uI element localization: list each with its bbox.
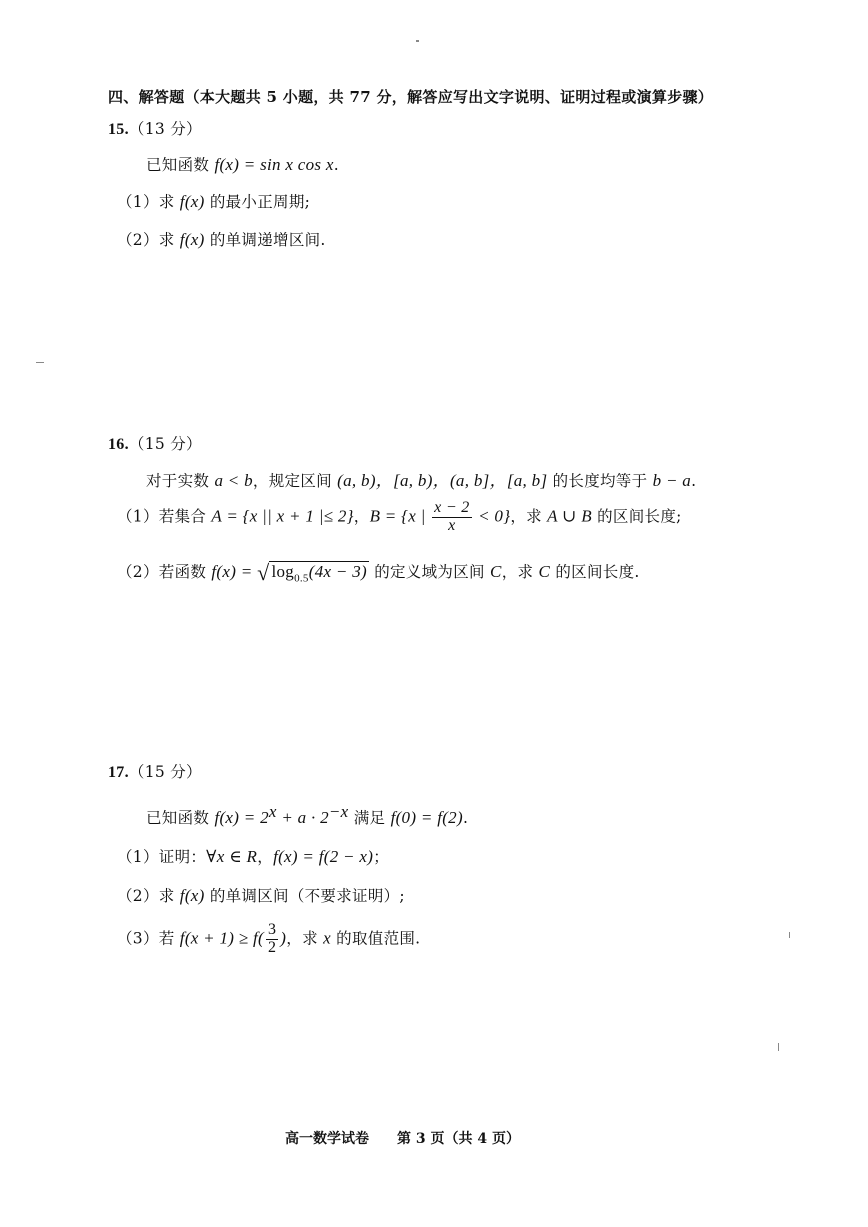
q15-part2: （2）求 f(x) 的单调递增区间. [117,230,326,249]
q16-score: （15 分） [128,435,202,453]
q17-part1: （1）证明：∀x ∈ R，f(x) = f(2 − x)； [117,847,389,866]
q17-fraction: $\frac{3}{2}$ [267,921,277,956]
q16-header [108,432,202,454]
section-heading: 四、解答题（本大题共 5 小题，共 77 分，解答应写出文字说明、证明过程或演算步骤） [108,88,714,106]
q16-fraction: $\frac{x - 2}{x}$ [434,499,470,534]
q17-part3: （3）若 f(x + 1) ≥ f( $\frac{3}{2}$ )，求 x 的取值范围. [117,921,421,956]
q15-part1: （1）求 f(x) 的最小正周期; [117,192,311,211]
q16-set-a: A = {x || x + 1 |≤ 2} [211,506,354,526]
q17-part2: （2）求 f(x) 的单调区间（不要求证明）; [117,886,405,905]
q15-stem-formula: f(x) = sin x cos x [214,155,334,174]
q17-score: （15 分） [128,763,202,781]
page-footer [285,1128,520,1148]
radical-sign-icon: √ [257,560,270,585]
scan-speck [416,40,419,42]
q16-number: 16. [108,436,129,453]
q15-header [108,117,202,139]
footer-subject: 高一数学试卷 [285,1131,369,1147]
scan-speck [778,1043,779,1051]
q17-number: 17. [108,764,129,781]
q15-stem: 已知函数 f(x) = sin x cos x. [146,155,339,174]
q17-header [108,760,202,782]
footer-page-number: 第 3 页（共 4 页） [397,1131,520,1147]
q16-sqrt: √ $\log_{0.5}(4x - 3)$ [257,560,367,585]
scan-speck [789,932,790,938]
q16-stem: 对于实数 a < b，规定区间 (a, b)，[a, b)，(a, b]，[a, b] 的长度均等于 b − a. [146,471,697,490]
q15-score: （13 分） [128,120,202,138]
q15-number: 15. [108,121,129,138]
scan-speck [36,362,44,363]
q16-part2: （2）若函数 f(x) = √ $\log_{0.5}(4x - 3)$ 的定义域为区间 C，求 C 的区间长度. [117,560,640,585]
q17-stem: 已知函数 $f(x) = 2^x + a \cdot 2^{-x}$ 满足 f(0) = f(2). [146,802,469,828]
q16-part1: （1）若集合 A = {x || x + 1 |≤ 2}，B = {x | $\frac{x - 2}{x}$ < 0}，求 A ∪ B 的区间长度; [117,499,682,534]
